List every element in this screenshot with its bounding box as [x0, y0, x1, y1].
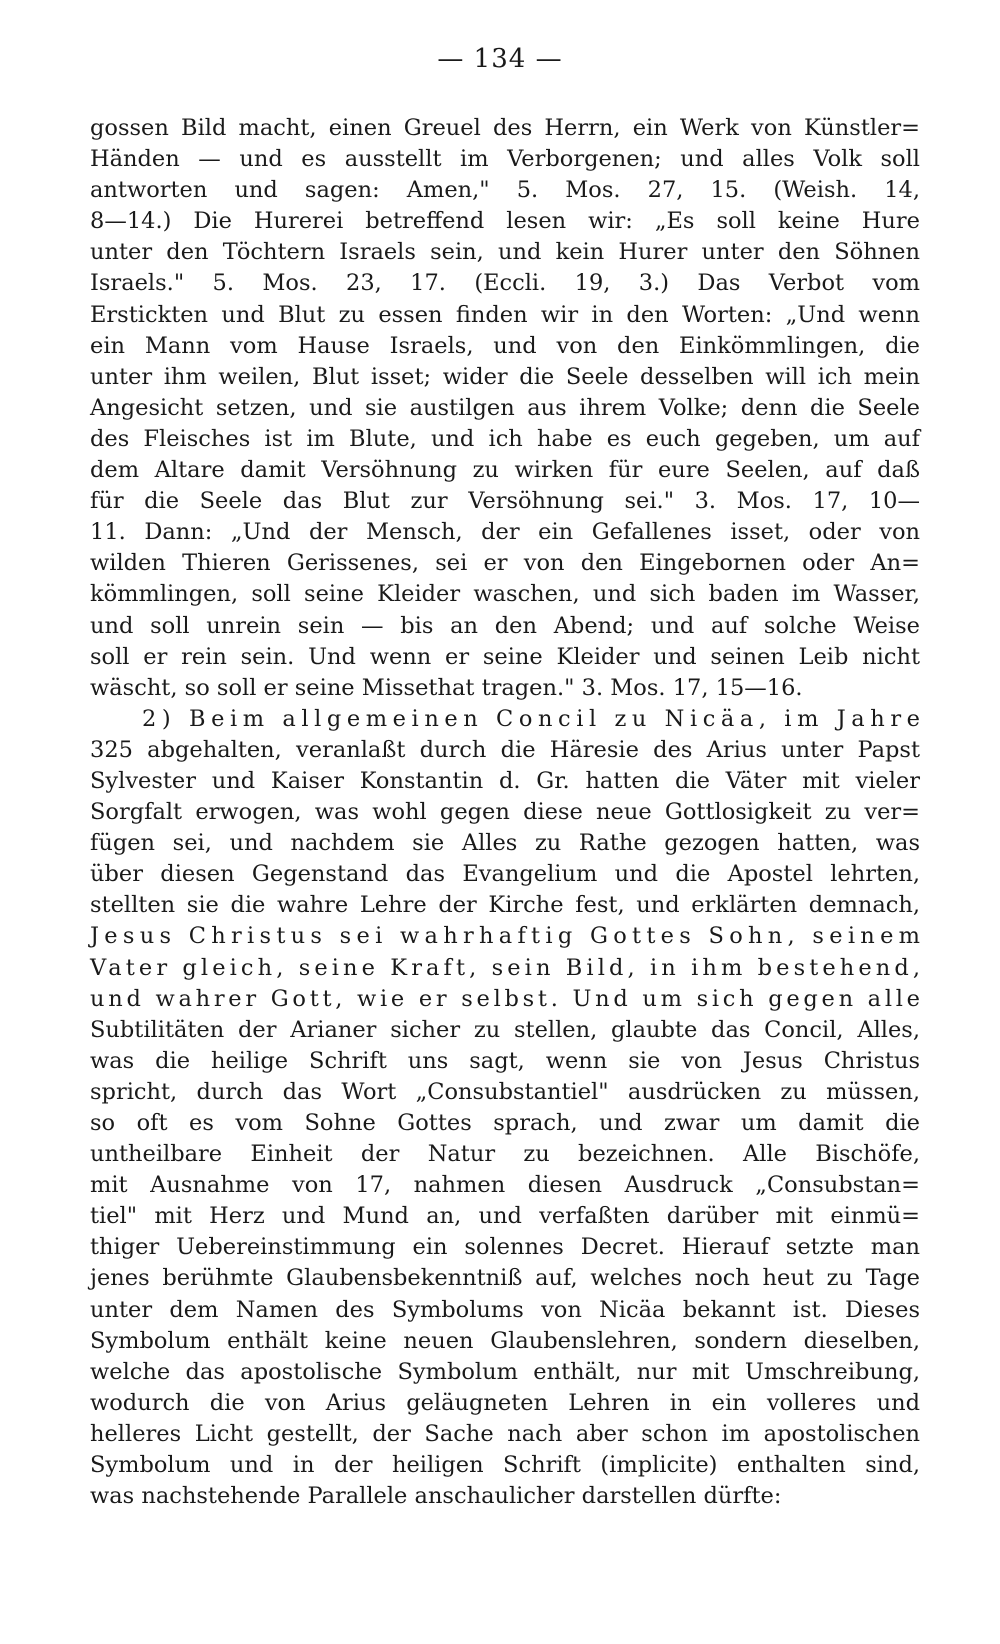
text-line: und soll unrein sein — bis an den Abend; und auf solche Weise	[90, 612, 920, 639]
text-line: thiger Uebereinstimmung ein solennes Decret. Hierauf setzte man	[90, 1234, 920, 1261]
text-line: unter dem Namen des Symbolums von Nicäa bekannt ist. Dieses	[90, 1296, 920, 1323]
page-number: — 134 —	[437, 44, 563, 74]
text-line: Israels." 5. Mos. 23, 17. (Eccli. 19, 3.) Das Verbot vom	[90, 270, 920, 297]
text-line: Angesicht setzen, und sie austilgen aus ihrem Volke; denn die Seele	[90, 394, 920, 421]
text-line: dem Altare damit Versöhnung zu wirken für eure Seelen, auf daß	[90, 457, 920, 484]
text-line: tiel" mit Herz und Mund an, und verfaßten darüber mit einmü=	[90, 1203, 920, 1230]
text-line: stellten sie die wahre Lehre der Kirche fest, und erklärten demnach,	[90, 892, 920, 919]
text-line: mit Ausnahme von 17, nahmen diesen Ausdruck „Consubstan=	[90, 1172, 920, 1199]
text-line: 2) Beim allgemeinen Concil zu Nicäa, im Jahre	[142, 705, 926, 732]
text-line: fügen sei, und nachdem sie Alles zu Rathe gezogen hatten, was	[90, 830, 920, 857]
text-line: des Fleisches ist im Blute, und ich habe es euch gegeben, um auf	[90, 425, 920, 452]
text-line: soll er rein sein. Und wenn er seine Kleider und seinen Leib nicht	[90, 643, 920, 670]
text-line: Händen — und es ausstellt im Verborgenen; und alles Volk soll	[90, 146, 920, 173]
text-line: antworten und sagen: Amen," 5. Mos. 27, 15. (Weish. 14,	[90, 177, 920, 204]
text-line: spricht, durch das Wort „Consubstantiel" ausdrücken zu müssen,	[90, 1078, 920, 1105]
text-line: 11. Dann: „Und der Mensch, der ein Gefallenes isset, oder von	[90, 519, 920, 546]
text-line: jenes berühmte Glaubensbekenntniß auf, welches noch heut zu Tage	[90, 1265, 920, 1292]
text-line: Vater gleich, seine Kraft, sein Bild, in ihm bestehend,	[90, 954, 925, 981]
text-line: welche das apostolische Symbolum enthält, nur mit Umschreibung,	[90, 1358, 920, 1385]
text-line: was die heilige Schrift uns sagt, wenn sie von Jesus Christus	[90, 1047, 920, 1074]
text-line: Symbolum enthält keine neuen Glaubenslehren, sondern dieselben,	[90, 1327, 920, 1354]
text-line: so oft es vom Sohne Gottes sprach, und zwar um damit die	[90, 1110, 920, 1136]
text-line: unter ihm weilen, Blut isset; wider die Seele desselben will ich mein	[90, 363, 920, 390]
text-line: ein Mann vom Hause Israels, und von den Einkömmlingen, die	[90, 332, 920, 359]
text-line: 8—14.) Die Hurerei betreffend lesen wir: „Es soll keine Hure	[90, 208, 920, 235]
text-line: wodurch die von Arius geläugneten Lehren in ein volleres und	[90, 1389, 920, 1416]
body-text	[90, 113, 926, 1512]
text-line: Erstickten und Blut zu essen finden wir in den Worten: „Und wenn	[90, 301, 920, 328]
text-line: 325 abgehalten, veranlaßt durch die Häresie des Arius unter Papst	[90, 736, 920, 763]
text-line: für die Seele das Blut zur Versöhnung sei." 3. Mos. 17, 10—	[90, 488, 920, 515]
text-line: unter den Töchtern Israels sein, und kein Hurer unter den Söhnen	[90, 239, 920, 266]
text-line: gossen Bild macht, einen Greuel des Herrn, ein Werk von Künstler=	[90, 115, 920, 141]
text-line: kömmlingen, soll seine Kleider waschen, und sich baden im Wasser,	[90, 581, 920, 608]
text-line: Sylvester und Kaiser Konstantin d. Gr. hatten die Väter mit vieler	[90, 767, 920, 794]
text-line: untheilbare Einheit der Natur zu bezeichnen. Alle Bischöfe,	[90, 1141, 920, 1168]
text-line: wäscht, so soll er seine Missethat tragen." 3. Mos. 17, 15—16.	[90, 674, 803, 701]
text-line: und wahrer Gott, wie er selbst. Und um sich gegen alle	[90, 985, 924, 1012]
text-line: helleres Licht gestellt, der Sache nach aber schon im apostolischen	[90, 1420, 920, 1447]
text-line: was nachstehende Parallele anschaulicher darstellen dürfte:	[90, 1483, 782, 1510]
text-line: wilden Thieren Gerissenes, sei er von den Eingebornen oder An=	[90, 550, 920, 577]
text-line: über diesen Gegenstand das Evangelium und die Apostel lehrten,	[90, 861, 920, 888]
text-line: Sorgfalt erwogen, was wohl gegen diese neue Gottlosigkeit zu ver=	[90, 799, 920, 826]
text-line: Symbolum und in der heiligen Schrift (implicite) enthalten sind,	[90, 1452, 920, 1479]
text-line: Subtilitäten der Arianer sicher zu stellen, glaubte das Concil, Alles,	[90, 1016, 920, 1043]
text-line: Jesus Christus sei wahrhaftig Gottes Sohn, seinem	[90, 923, 926, 950]
